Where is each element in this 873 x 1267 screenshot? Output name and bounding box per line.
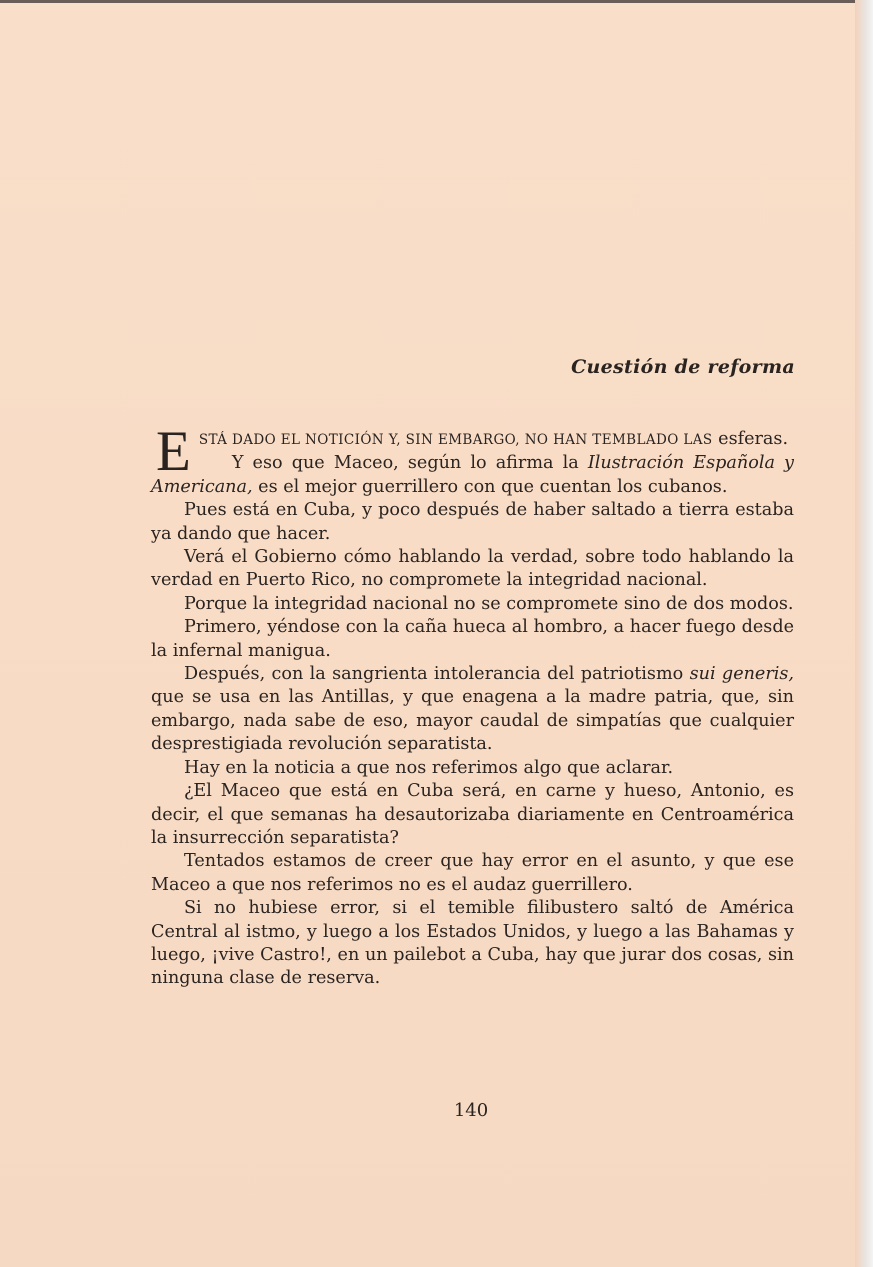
paragraph: ¿El Maceo que está en Cuba será, en carne y hueso, Antonio, es decir, el que semanas ha desautorizaba diariamente en Centroamérica la insurrección separatista? [151,781,794,848]
paragraph [151,452,794,499]
opening-smallcaps: STÁ DADO EL NOTICIÓN Y, SIN EMBARGO, NO HAN TEMBLADO LAS [198,432,713,448]
paragraph-text: Y eso que Maceo, según lo afirma la [231,453,588,474]
page-right-edge [855,0,873,1267]
paragraph: Primero, yéndose con la caña hueca al hombro, a hacer fuego desde la infernal manigua. [151,617,794,661]
paragraph-text: que se usa en las Antillas, y que enagena a la madre patria, que, sin embargo, nada sabe de eso, mayor caudal de simpatías que cualquier desprestigiada revolución separatista. [151,687,794,755]
opening-rest: esferas. [718,429,789,449]
body-text [151,420,795,991]
page-top-edge [0,0,873,3]
paragraph: Si no hubiese error, si el temible filibustero saltó de América Central al istmo, y luego a los Estados Unidos, y luego a las Bahamas y luego, ¡vive Castro!, en un pailebot a Cuba, hay que jurar dos cosas, sin ninguna clase de reserva. [151,898,794,989]
paragraph: Verá el Gobierno cómo hablando la verdad, sobre todo hablando la verdad en Puerto Rico, no compromete la integridad nacional. [151,547,794,591]
drop-cap: E [156,420,191,483]
paragraph: Tentados estamos de creer que hay error en el asunto, y que ese Maceo a que nos referimos no es el audaz guerrillero. [151,851,794,895]
italic-phrase: sui generis, [689,664,795,685]
section-title: Cuestión de reforma [571,356,795,378]
paragraph: Pues está en Cuba, y poco después de haber saltado a tierra estaba ya dando que hacer. [151,500,794,544]
page-number: 140 [453,1100,489,1121]
paragraph-text: es el mejor guerrillero con que cuentan los cubanos. [252,476,728,497]
paragraph [151,663,794,757]
paragraph: Porque la integridad nacional no se compromete sino de dos modos. [184,593,794,614]
paragraph: Hay en la noticia a que nos referimos algo que aclarar. [184,757,674,778]
italic-title: Ilustración Española y Americana, [151,453,794,497]
paragraph-text: Después, con la sangrienta intolerancia del patriotismo [184,664,690,685]
